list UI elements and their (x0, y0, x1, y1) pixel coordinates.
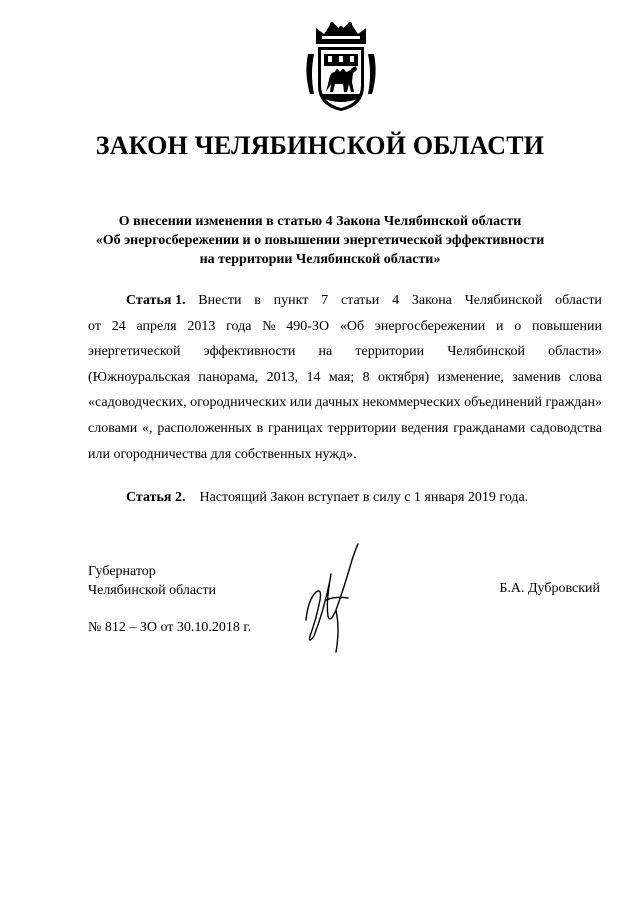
article-1-word: энергосбережении (374, 318, 486, 334)
article-1-word: «, (142, 420, 153, 436)
article-1-word: дачных (315, 395, 359, 411)
article-1-last-line: или огородничества для собственных нужд». (88, 446, 357, 462)
law-subtitle (70, 212, 570, 269)
article-1-word: № (262, 318, 276, 334)
article-1-word: (Южноуральская (88, 369, 191, 385)
article-1-word: огороднических (190, 395, 287, 411)
article-1-word: территории (355, 344, 425, 360)
article-1-word: пункт (273, 293, 309, 308)
article-2-text: Настоящий Закон вступает в силу с 1 января 2019 года. (199, 490, 529, 505)
article-1-word: панорама, (198, 369, 259, 385)
article-1-word: повышении (531, 318, 602, 334)
article-1-word: энергетической (88, 344, 181, 360)
article-2 (126, 490, 528, 506)
article-1-word: некоммерческих (362, 395, 461, 411)
document-number: № 812 – ЗО от 30.10.2018 г. (88, 620, 252, 635)
article-1-word: мая; (328, 369, 355, 385)
article-1-word: 490-ЗО (286, 318, 330, 334)
article-1-word: 7 (321, 293, 329, 308)
article-1-word: расположенных (157, 420, 252, 436)
article-1-word: Челябинской (464, 293, 543, 308)
article-1-label: Статья 1. (126, 293, 186, 308)
article-1-word: области (555, 293, 602, 308)
article-1-word: апреля (136, 318, 177, 334)
article-1-word: 8 (362, 369, 370, 385)
article-1-word: 2013 (187, 318, 216, 334)
subtitle-line: «Об энергосбережении и о повышении энергетической эффективности (95, 233, 545, 248)
article-1-word: граждан» (545, 395, 602, 411)
handwritten-signature (296, 540, 368, 660)
article-1-word: эффективности (203, 344, 296, 360)
signatory-position (88, 562, 216, 600)
article-1-word: 4 (392, 293, 400, 308)
article-1-word: «садоводческих, (88, 395, 187, 411)
article-1-word: 24 (111, 318, 126, 334)
article-1-word: «Об (339, 318, 365, 334)
article-1-word: области» (548, 344, 602, 360)
article-1-word: заменив (512, 369, 561, 385)
signatory-position-line: Губернатор (88, 564, 156, 579)
article-1-word: года (226, 318, 252, 334)
signatory-position-line: Челябинской области (88, 583, 216, 598)
article-1-word: Внести (198, 293, 242, 308)
article-2-label: Статья 2. (126, 490, 186, 505)
article-1-word: Закона (411, 293, 452, 308)
law-title: ЗАКОН ЧЕЛЯБИНСКОЙ ОБЛАСТИ (95, 131, 545, 160)
article-1-word: октября) (377, 369, 430, 385)
article-1-word: от (88, 318, 101, 334)
article-1-word: о (514, 318, 522, 334)
article-1-word: территории (327, 420, 397, 436)
article-1-word: границах (268, 420, 323, 436)
article-1-word: или (289, 395, 312, 411)
article-1-word: гражданами (453, 420, 526, 436)
article-1-word: 2013, (266, 369, 299, 385)
signatory-name: Б.А. Дубровский (499, 581, 600, 596)
article-1-word: на (318, 344, 333, 360)
article-1-word: словами (88, 420, 138, 436)
article-1-word: в (256, 420, 264, 436)
article-1-word: садоводства (530, 420, 602, 436)
chelyabinsk-coat-of-arms-emblem (302, 14, 380, 114)
article-1-line (88, 395, 602, 421)
article-1-line (88, 293, 602, 319)
article-1-line (88, 370, 602, 396)
article-1-word: 14 (306, 369, 321, 385)
article-1-word: изменение, (437, 369, 504, 385)
article-1-line (88, 421, 602, 447)
article-1-word: слова (569, 369, 602, 385)
article-1-line (88, 319, 602, 345)
subtitle-line: О внесении изменения в статью 4 Закона Челябинской области (118, 214, 522, 229)
article-1-word: в (254, 293, 261, 308)
article-1-line (88, 344, 602, 370)
subtitle-line: на территории Челябинской области» (199, 252, 441, 267)
article-1-word: объединений (464, 395, 542, 411)
article-1-word: и (495, 318, 504, 334)
article-1-word: Челябинской (447, 344, 525, 360)
article-1 (88, 293, 602, 472)
article-1-word: статьи (340, 293, 380, 308)
article-1-word: ведения (401, 420, 449, 436)
